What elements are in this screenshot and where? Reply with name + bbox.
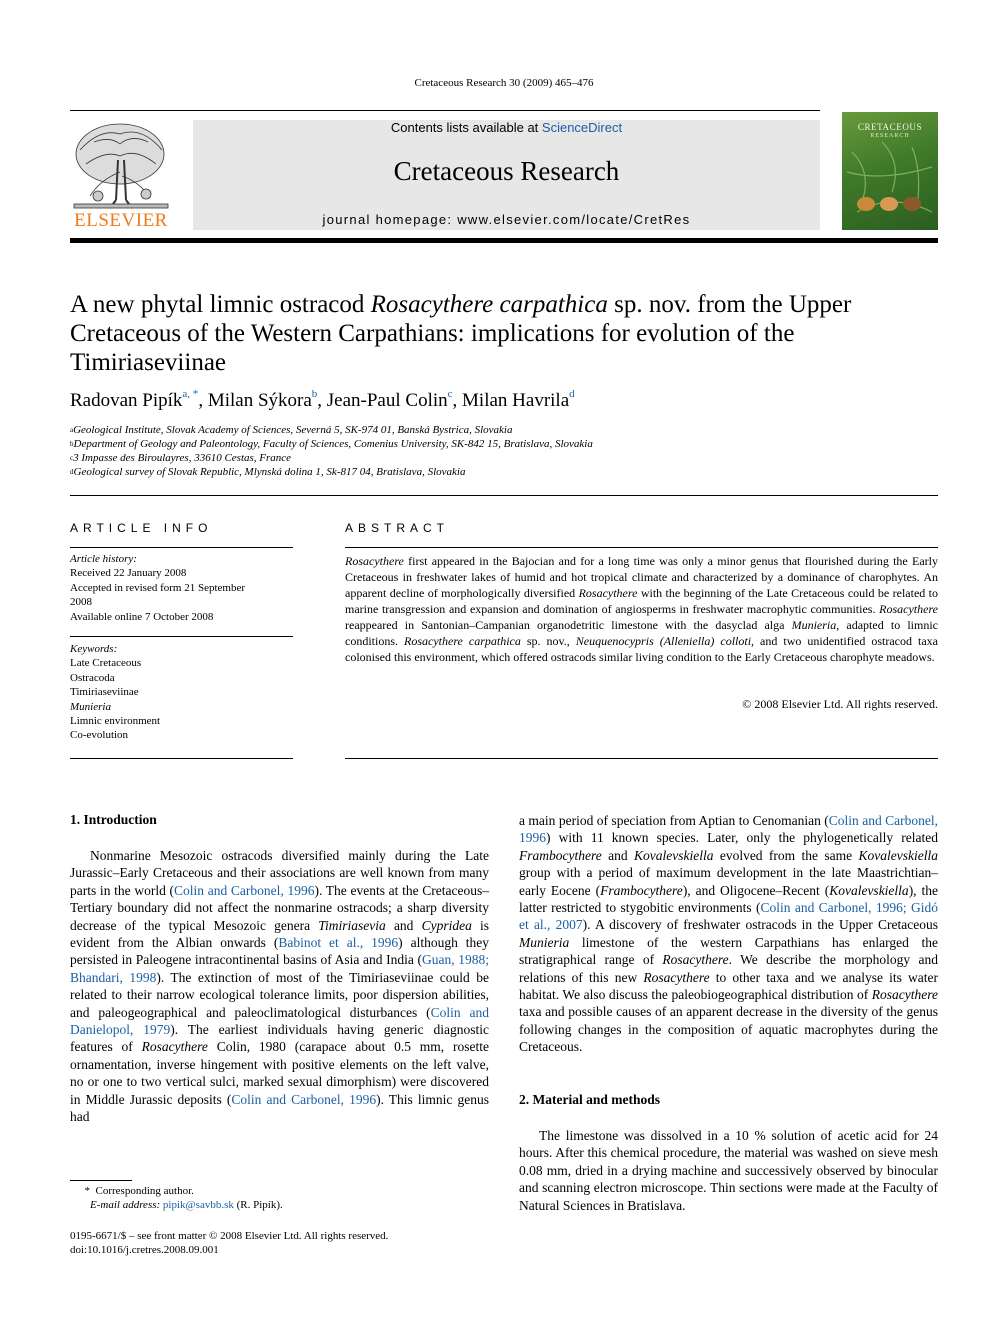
citation-link[interactable]: Colin and Carbonel, 1996; Gidó et al., 2007 bbox=[519, 900, 939, 933]
info-rule bbox=[70, 547, 293, 548]
header-top-rule bbox=[70, 110, 820, 111]
keyword: Limnic environment bbox=[70, 715, 161, 728]
journal-citation: Cretaceous Research 30 (2009) 465–476 bbox=[414, 77, 594, 89]
author-name: Jean-Paul Colin bbox=[326, 390, 448, 411]
citation-link[interactable]: Guan, 1988; Bhandari, 1998 bbox=[70, 952, 490, 985]
sciencedirect-link[interactable]: ScienceDirect bbox=[541, 120, 623, 135]
author-affil-mark[interactable]: b bbox=[311, 388, 318, 400]
keyword: Ostracoda bbox=[70, 671, 115, 684]
cover-subtitle: RESEARCH bbox=[870, 133, 910, 139]
author-name: Radovan Pipík bbox=[70, 390, 183, 411]
contents-line bbox=[193, 120, 820, 135]
keyword: Co-evolution bbox=[70, 729, 129, 742]
info-rule bbox=[70, 758, 293, 759]
section-divider bbox=[70, 495, 938, 496]
keywords-list: Keywords: Late Cretaceous Ostracoda Timiriaseviinae Munieria Limnic environment Co-evolution bbox=[70, 642, 295, 743]
article-history: Article history: Received 22 January 2008 Accepted in revised form 21 September 2008 Available online 7 October 2008 bbox=[70, 553, 246, 623]
footnote-rule bbox=[70, 1180, 132, 1181]
author-affil-mark[interactable]: a, * bbox=[182, 388, 199, 400]
keyword: Munieria bbox=[70, 700, 111, 713]
column2-text: a main period of speciation from Aptian to Cenomanian (Colin and Carbonel, 1996) with 11 known species. Later, only the phylogenetically related Frambocythere and Kovalevskiella evolved from the same Kovalevskiella group with a period of maximum development in the late Maastrichtian–early Eocene (Frambocythere), and Oligocene–Recent (Kovalevskiella), the latter restricted to stygobitic environments (Colin and Carbonel, 1996; Gidó et al., 2007). A discovery of freshwater ostracods in the Upper Cretaceous Munieria limestone of the western Carpathians has enlarged the stratigraphical range of Rosacythere. We describe the morphology and relations of this new Rosacythere to other taxa and we analyse its water habitat. We also discuss the paleobiogeographical distribution of Rosacythere taxa and possible causes of an apparent decrease in the diversity of the genus following changes in the composition of aquatic macrophytes during the Cretaceous. bbox=[519, 813, 939, 1055]
elsevier-wordmark: ELSEVIER bbox=[74, 210, 168, 231]
affiliation: $^b$Department of Geology and Paleontology, Faculty of Sciences, Comenius University, SK-842 15, Bratislava, Slovakia bbox=[70, 438, 593, 450]
corresponding-author-note: * Corresponding author. bbox=[84, 1185, 194, 1197]
email-link[interactable]: pipik@savbb.sk bbox=[162, 1199, 234, 1211]
introduction-text: Nonmarine Mesozoic ostracods diversified mainly during the Late Jurassic–Early Cretaceous and their associations are well known from many parts in the world (Colin and Carbonel, 1996). The events at the Cretaceous–Tertiary boundary did not affect the nonmarine ostracods; a sharp diversity decrease of the typical Mesozoic genera Timiriasevia and Cypridea is evident from the Albian onwards (Babinot et al., 1996) although they persisted in Paleogene intracontinental basins of Asia and India (Guan, 1988; Bhandari, 1998). The extinction of most of the Timiriaseviinae could be related to their narrow ecological tolerance limits, poor dispersion abilities, and paleogeographical and paleoclimatological disturbances (Colin and Danielopol, 1979). The earliest individuals having generic diagnostic features of Rosacythere Colin, 1980 (carapace about 0.5 mm, rosette ornamentation, inverse hingement with positive elements on the left valve, no or one to two vertical sulci, marked sexual dimorphism) were discovered in Middle Jurassic deposits (Colin and Carbonel, 1996). This limnic genus had bbox=[70, 848, 490, 1125]
cover-title: CRETACEOUS bbox=[857, 122, 923, 132]
affiliation: $^d$Geological survey of Slovak Republic, Mlynská dolina 1, Sk-817 04, Bratislava, Slovakia bbox=[70, 466, 466, 478]
doi-line[interactable]: doi:10.1016/j.cretres.2008.09.001 bbox=[70, 1244, 219, 1256]
author-affil-mark[interactable]: d bbox=[569, 388, 575, 400]
methods-heading: 2. Material and methods bbox=[519, 1092, 660, 1107]
abstract-text: Rosacythere first appeared in the Bajocian and for a long time was only a minor genus that flourished during the Early Cretaceous in freshwater lakes of humid and hot tropical climate and characterized by a dominance of charophytes. An apparent decline of morphologically diversified Rosacythere with the beginning of the Late Cretaceous could be related to marine transgression and expansion and domination of angiosperms in freshwater macrophytic communities. Rosacythere reappeared in Santonian–Campanian organodetritic limestone with the dasyclad alga Munieria, adapted to limnic conditions. Rosacythere carpathica sp. nov., Neuquenocypris (Alleniella) colloti, and two unidentified ostracod taxa colonised this environment, which offered ostracods similar living condition to the Early Cretaceous charophyte meadows. bbox=[345, 554, 939, 664]
author-name: Milan Havrila bbox=[462, 390, 570, 411]
affiliation: $^a$Geological Institute, Slovak Academy of Sciences, Severná 5, SK-974 01, Banská Bystrica, Slovakia bbox=[70, 424, 513, 436]
introduction-heading: 1. Introduction bbox=[70, 812, 157, 827]
email-note: E-mail address: pipik@savbb.sk (R. Pipík). bbox=[90, 1199, 283, 1211]
journal-cover-image bbox=[842, 112, 938, 230]
abstract-copyright: © 2008 Elsevier Ltd. All rights reserved. bbox=[742, 697, 938, 711]
journal-homepage[interactable]: journal homepage: www.elsevier.com/locate/CretRes bbox=[322, 212, 691, 227]
citation-link[interactable]: Colin and Carbonel, 1996 bbox=[174, 882, 315, 898]
article-title: A new phytal limnic ostracod Rosacythere carpathica sp. nov. from the Upper Cretaceous of the Western Carpathians: implications for evolution of the Timiriaseviinae bbox=[70, 291, 852, 376]
keyword: Late Cretaceous bbox=[70, 657, 142, 670]
contents-prefix: Contents lists available at bbox=[390, 120, 542, 135]
header-thick-rule bbox=[70, 238, 938, 243]
journal-name: Cretaceous Research bbox=[393, 156, 620, 186]
author-list: Radovan Pipík$^{a, *}$, Milan Sýkora$^b$, Jean-Paul Colin$^c$, Milan Havrila$^d$ bbox=[70, 388, 575, 411]
affiliation: $^c$3 Impasse des Biroulayres, 33610 Cestas, France bbox=[70, 452, 292, 464]
issn-line: 0195-6671/$ – see front matter © 2008 Elsevier Ltd. All rights reserved. bbox=[70, 1230, 389, 1242]
citation-link[interactable]: Colin and Danielopol, 1979 bbox=[70, 1004, 489, 1038]
citation-link[interactable]: Babinot et al., 1996 bbox=[278, 935, 399, 951]
abstract-rule bbox=[345, 758, 938, 759]
abstract-heading: ABSTRACT bbox=[345, 521, 450, 535]
methods-text: The limestone was dissolved in a 10 % solution of acetic acid for 24 hours. After this chemical procedure, the material was washed on sieve mesh 0.08 mm, dried in a drying machine and successively observed by binocular and scanning electron microscope. Thin sections were made at the Faculty of Natural Sciences in Bratislava. bbox=[519, 1128, 938, 1213]
citation-link[interactable]: Colin and Carbonel, 1996 bbox=[231, 1091, 377, 1107]
citation-link[interactable]: Colin and Carbonel, 1996 bbox=[519, 813, 938, 846]
keyword: Timiriaseviinae bbox=[70, 686, 139, 699]
author-name: Milan Sýkora bbox=[207, 390, 312, 411]
info-rule bbox=[70, 636, 293, 637]
abstract-rule bbox=[345, 547, 938, 548]
author-affil-mark[interactable]: c bbox=[447, 388, 453, 400]
article-info-heading: ARTICLE INFO bbox=[70, 521, 213, 535]
